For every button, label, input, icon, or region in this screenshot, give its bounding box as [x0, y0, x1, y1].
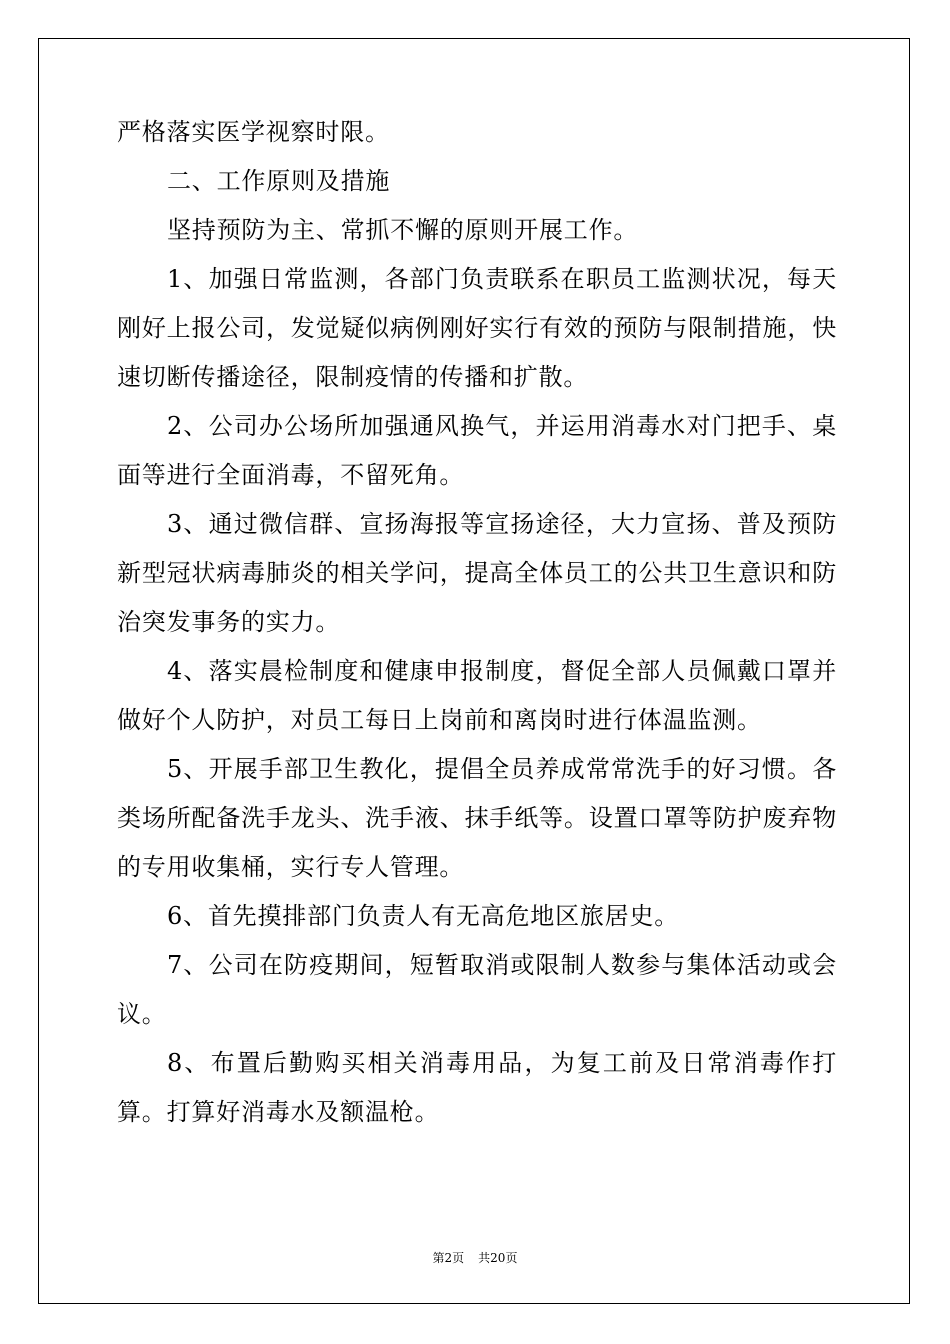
paragraph: 严格落实医学视察时限。 — [117, 118, 390, 146]
section-heading: 二、工作原则及措施 — [167, 167, 391, 195]
list-item: 5、开展手部卫生教化，提倡全员养成常常洗手的好习惯。各类场所配备洗手龙头、洗手液、抹手纸等。设置口罩等防护废弃物的专用收集桶，实行专人管理。 — [117, 755, 837, 881]
page-footer — [0, 1250, 950, 1266]
page-number: 第2页 — [432, 1251, 465, 1265]
list-item: 4、落实晨检制度和健康申报制度，督促全部人员佩戴口罩并做好个人防护，对员工每日上岗前和离岗时进行体温监测。 — [117, 657, 837, 734]
list-item: 1、加强日常监测，各部门负责联系在职员工监测状况，每天刚好上报公司，发觉疑似病例刚好实行有效的预防与限制措施，快速切断传播途径，限制疫情的传播和扩散。 — [117, 265, 837, 391]
document-body — [117, 108, 837, 1137]
list-item: 7、公司在防疫期间，短暂取消或限制人数参与集体活动或会议。 — [117, 951, 837, 1028]
list-item: 2、公司办公场所加强通风换气，并运用消毒水对门把手、桌面等进行全面消毒，不留死角。 — [117, 412, 837, 489]
paragraph: 坚持预防为主、常抓不懈的原则开展工作。 — [167, 216, 639, 244]
list-item: 6、首先摸排部门负责人有无高危地区旅居史。 — [167, 902, 680, 930]
page-total: 共20页 — [478, 1251, 518, 1265]
list-item: 8、布置后勤购买相关消毒用品，为复工前及日常消毒作打算。打算好消毒水及额温枪。 — [117, 1049, 837, 1126]
list-item: 3、通过微信群、宣扬海报等宣扬途径，大力宣扬、普及预防新型冠状病毒肺炎的相关学问，提高全体员工的公共卫生意识和防治突发事务的实力。 — [117, 510, 837, 636]
